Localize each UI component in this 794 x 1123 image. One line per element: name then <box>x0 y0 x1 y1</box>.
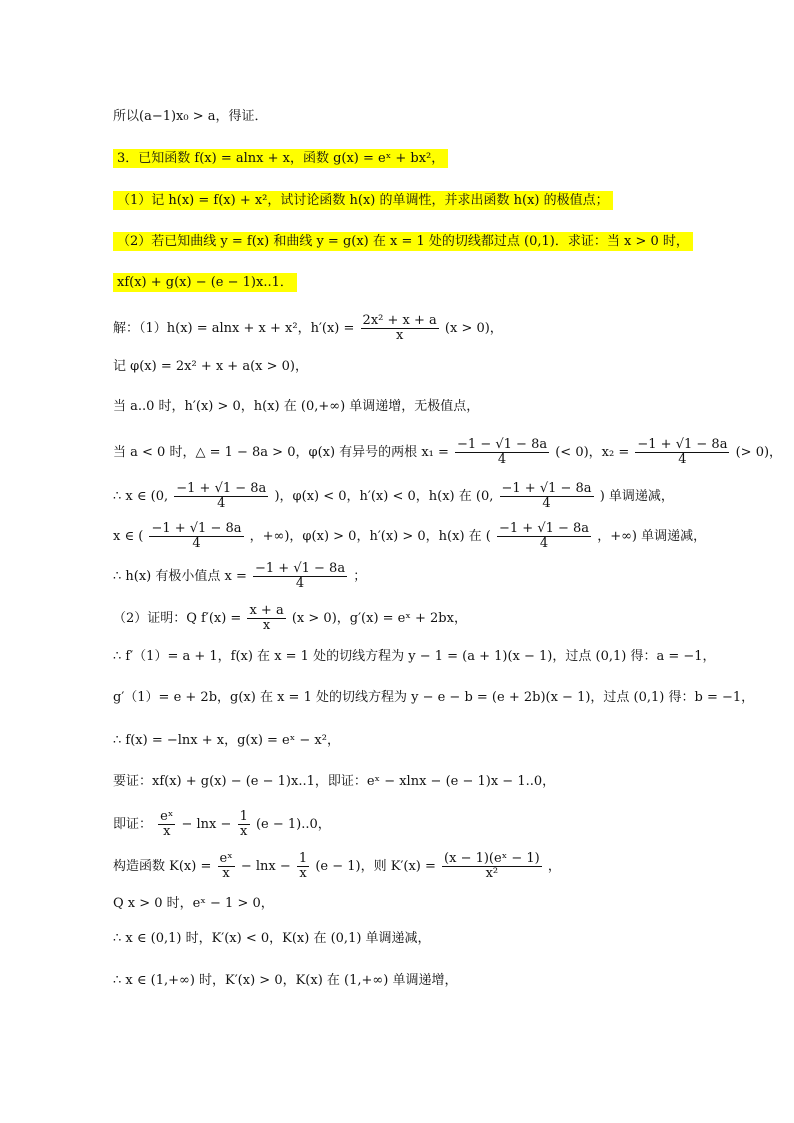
denominator: 4 <box>678 452 687 467</box>
text-segment: 记 φ(x) = 2x² + x + a(x > 0)， <box>113 359 308 374</box>
text-line <box>113 562 366 591</box>
text-line <box>113 810 331 839</box>
denominator: 4 <box>295 576 305 591</box>
fraction <box>297 852 309 881</box>
highlighted-text: （2）若已知曲线 y = f(x) 和曲线 y = g(x) 在 x = 1 处的切线都过点 (0,1)．求证：当 x > 0 时， <box>113 232 693 251</box>
denominator: x <box>299 866 307 881</box>
text-segment: ∴ x ∈ (1,+∞) 时，K′(x) > 0，K(x) 在 (1,+∞) 单调递增， <box>113 973 458 988</box>
fraction <box>218 852 235 881</box>
text-line <box>113 108 268 126</box>
text-line <box>113 972 457 990</box>
numerator: x + a <box>249 603 284 618</box>
numerator: (x − 1)(eˣ − 1) <box>444 851 540 866</box>
fraction <box>149 522 243 551</box>
denominator: 4 <box>497 452 507 467</box>
text-segment: （2）证明：Q f′(x) = <box>113 611 242 626</box>
problem-part-2-cont <box>113 274 297 292</box>
denominator: 4 <box>539 536 549 551</box>
denominator: x <box>240 824 248 839</box>
text-segment: (x > 0)，g′(x) = eˣ + 2bx， <box>291 611 467 626</box>
text-line <box>113 773 555 791</box>
highlighted-text: 3．已知函数 f(x) = alnx + x，函数 g(x) = eˣ + bx²， <box>113 149 448 168</box>
fraction <box>174 482 268 511</box>
numerator: eˣ <box>219 851 233 866</box>
text-segment: 即证： <box>113 817 153 832</box>
text-segment: ) 单调递减， <box>599 489 674 504</box>
denominator: 4 <box>217 496 226 511</box>
text-segment: 解：（1）h(x) = alnx + x + x²，h′(x) = <box>113 321 355 336</box>
text-line <box>113 930 431 948</box>
denominator: x² <box>485 866 499 881</box>
numerator: 1 <box>239 809 248 824</box>
fraction <box>361 314 439 343</box>
numerator: −1 + √1 − 8a <box>501 481 592 496</box>
text-segment: − lnx − <box>181 817 232 832</box>
numerator: −1 + √1 − 8a <box>499 521 590 536</box>
denominator: x <box>163 824 171 839</box>
fraction <box>158 810 175 839</box>
numerator: 1 <box>298 851 308 866</box>
solution-line <box>113 314 503 343</box>
text-segment: ，+∞)，φ(x) > 0，h′(x) > 0，h(x) 在 ( <box>249 529 491 544</box>
text-line <box>113 438 782 467</box>
highlighted-text: xf(x) + g(x) − (e − 1)x..1． <box>113 273 297 292</box>
fraction <box>238 810 250 839</box>
numerator: −1 + √1 − 8a <box>151 521 242 536</box>
fraction <box>497 522 591 551</box>
text-line <box>113 732 340 750</box>
text-segment: 构造函数 K(x) = <box>113 859 212 874</box>
numerator: −1 + √1 − 8a <box>255 561 346 576</box>
text-segment: g′（1）= e + 2b，g(x) 在 x = 1 处的切线方程为 y − e − b = (e + 2b)(x − 1)，过点 (0,1) 得：b = −1， <box>113 690 755 705</box>
text-segment: 要证：xf(x) + g(x) − (e − 1)x..1，即证：eˣ − xlnx − (e − 1)x − 1..0， <box>113 774 556 789</box>
text-segment: 当 a..0 时，h′(x) > 0，h(x) 在 (0,+∞) 单调递增，无极值点， <box>113 399 480 414</box>
text-line <box>113 358 308 376</box>
denominator: x <box>262 618 271 633</box>
text-segment: (e − 1)，则 K′(x) = <box>315 859 436 874</box>
text-line <box>113 604 467 633</box>
text-segment: ； <box>353 569 367 584</box>
text-line <box>113 689 754 707</box>
fraction <box>253 562 347 591</box>
text-line <box>113 852 561 881</box>
text-segment: Q x > 0 时，eˣ − 1 > 0， <box>113 896 274 911</box>
fraction <box>442 852 542 881</box>
numerator: −1 − √1 − 8a <box>457 437 548 452</box>
text-line <box>113 648 716 666</box>
text-segment: ∴ f′（1）= a + 1，f(x) 在 x = 1 处的切线方程为 y − 1 = (a + 1)(x − 1)，过点 (0,1) 得：a = −1， <box>113 649 716 664</box>
fraction <box>500 482 594 511</box>
numerator: −1 + √1 − 8a <box>176 481 267 496</box>
problem-part-1 <box>113 192 613 210</box>
text-segment: )，φ(x) < 0，h′(x) < 0，h(x) 在 (0, <box>274 489 494 504</box>
text-segment: (e − 1)..0， <box>255 817 331 832</box>
text-line <box>113 482 674 511</box>
text-segment: (x > 0)， <box>444 321 503 336</box>
text-line <box>113 522 706 551</box>
fraction <box>635 438 729 467</box>
text-segment: (< 0)，x₂ = <box>555 445 630 460</box>
problem-title <box>113 150 448 168</box>
text-segment: 当 a < 0 时，△ = 1 − 8a > 0，φ(x) 有异号的两根 x₁ = <box>113 445 449 460</box>
text-segment: ， <box>547 859 561 874</box>
numerator: −1 + √1 − 8a <box>637 437 728 452</box>
text-segment: − lnx − <box>240 859 291 874</box>
numerator: eˣ <box>160 809 174 824</box>
highlighted-text: （1）记 h(x) = f(x) + x²，试讨论函数 h(x) 的单调性，并求出函数 h(x) 的极值点； <box>113 191 613 210</box>
problem-part-2 <box>113 233 693 251</box>
text-segment: ∴ x ∈ (0,1) 时，K′(x) < 0，K(x) 在 (0,1) 单调递减， <box>113 931 431 946</box>
numerator: 2x² + x + a <box>362 313 437 328</box>
denominator: 4 <box>542 496 551 511</box>
text-segment: ∴ h(x) 有极小值点 x = <box>113 569 247 584</box>
denominator: x <box>222 866 230 881</box>
text-segment: 所以(a−1)x₀ > a，得证． <box>113 109 268 124</box>
denominator: x <box>395 328 404 343</box>
text-line <box>113 398 479 416</box>
fraction <box>455 438 549 467</box>
text-segment: ，+∞) 单调递减， <box>597 529 707 544</box>
fraction <box>247 604 285 633</box>
text-segment: x ∈ ( <box>113 529 144 544</box>
text-segment: ∴ x ∈ (0, <box>113 489 169 504</box>
text-segment: ∴ f(x) = −lnx + x，g(x) = eˣ − x²， <box>113 733 340 748</box>
denominator: 4 <box>192 536 201 551</box>
text-segment: (> 0)， <box>735 445 783 460</box>
text-line <box>113 895 274 913</box>
